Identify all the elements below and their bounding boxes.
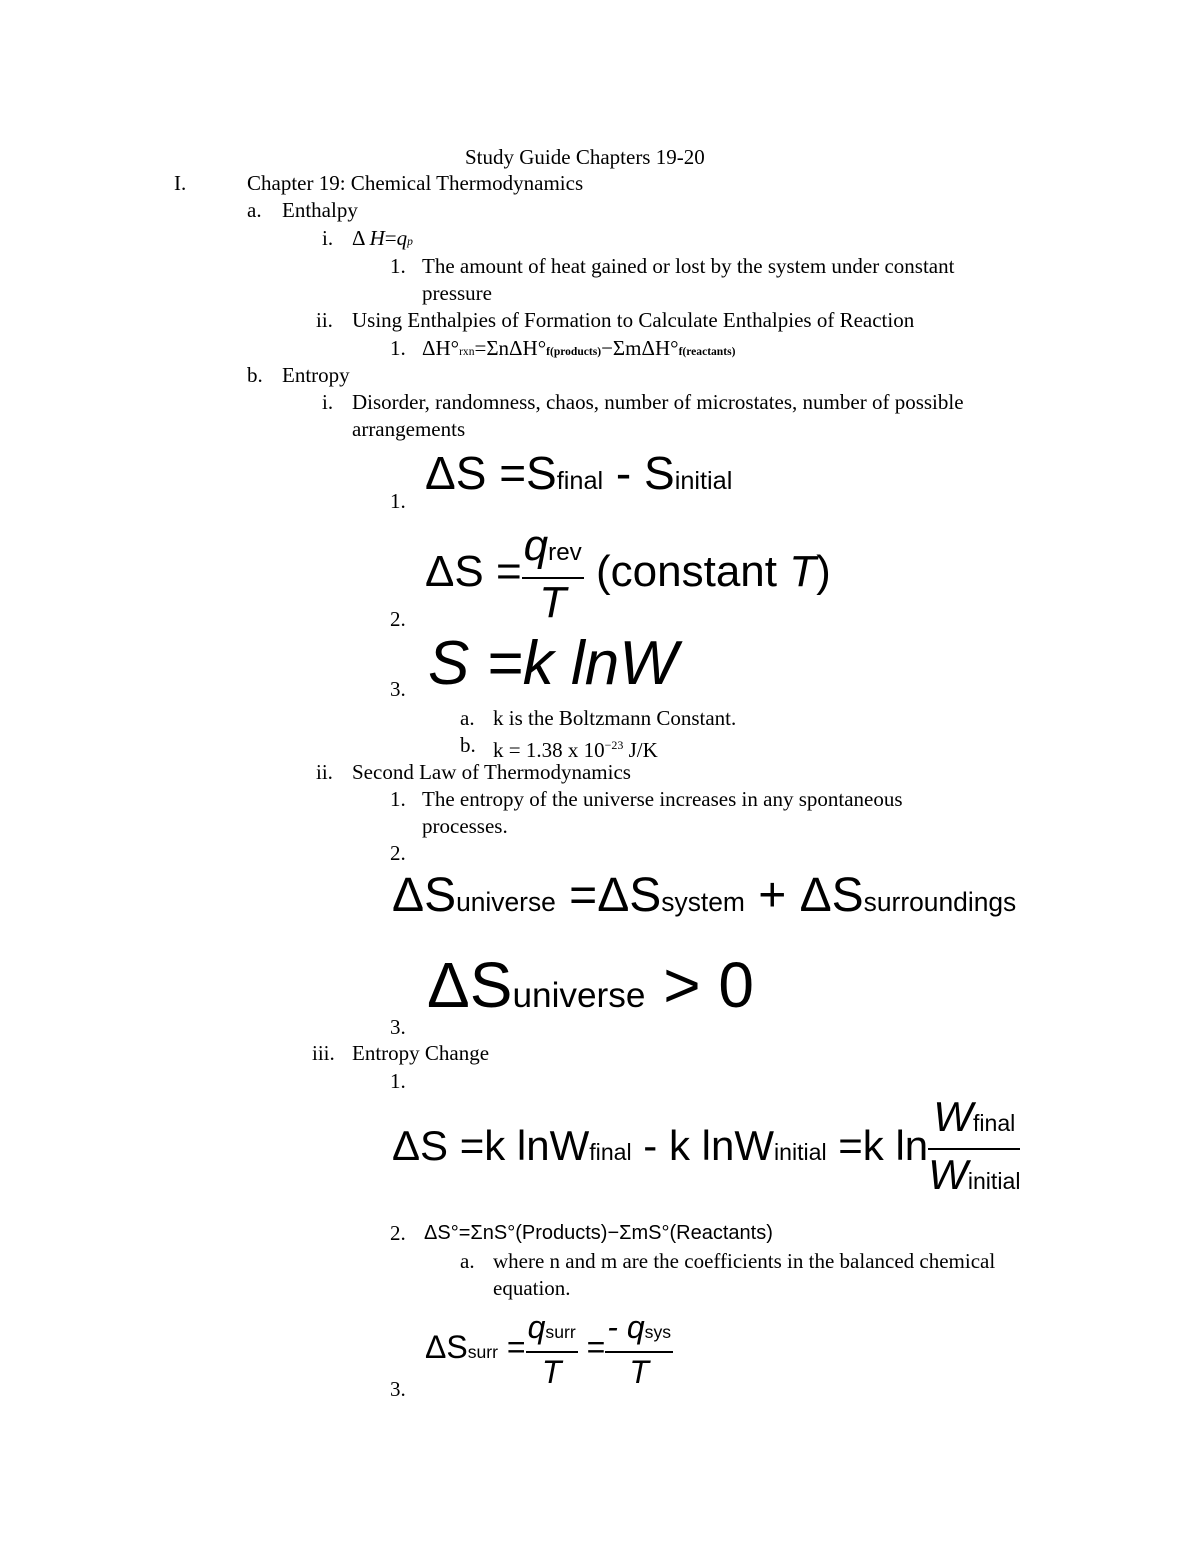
entropy-eq1-marker: 1. [390,489,406,513]
entropy-change-1-marker: 1. [390,1069,406,1093]
enthalpy-ii1-marker: 1. [390,336,406,360]
second-law-1-marker: 1. [390,787,406,811]
enthalpy-i1-marker: 1. [390,254,406,278]
entropy-marker: b. [247,363,263,387]
second-law-3-marker: 3. [390,1015,406,1039]
entropy-i-marker: i. [322,390,334,414]
second-law-2-marker: 2. [390,841,406,865]
second-law-statement-line2: processes. [422,814,508,838]
enthalpy-i-marker: i. [322,226,334,250]
enthalpy-reaction-equation: ΔH°rxn=ΣnΔH°f(products)−ΣmΔH°f(reactants) [422,336,736,360]
universe-entropy-equation: ΔSuniverse =ΔSsystem + ΔSsurroundings [392,869,1017,922]
boltzmann-constant-note: k is the Boltzmann Constant. [493,706,737,730]
second-law-statement-line1: The entropy of the universe increases in any spontaneous [422,787,903,811]
boltzmann-equation: S =k lnW [428,629,678,698]
entropy-eq2-marker: 2. [390,607,406,631]
standard-entropy-equation: ΔS°=ΣnS°(Products)−ΣmS°(Reactants) [424,1222,773,1244]
enthalpy-marker: a. [247,198,262,222]
enthalpy-definition-line2: pressure [422,281,492,305]
entropy-heading: Entropy [282,363,350,387]
entropy-heat-equation: ΔS = $\frac{\text{qrev}}{T}$ (constant T) [425,521,831,627]
entropy-change-equation: ΔS =Sfinal - Sinitial [425,447,733,499]
enthalpy-heading: Enthalpy [282,198,358,222]
coefficients-note-line2: equation. [493,1276,571,1300]
enthalpy-definition-line1: The amount of heat gained or lost by the system under constant [422,254,955,278]
microstate-entropy-equation: ΔS =k lnWfinal - k lnWinitial =k ln $\frac{\text{Wfinal}}{\text{Winitial}}$ [392,1093,1021,1198]
boltzmann-constant-value: k = 1.38 x $10^{-23}$ J/K [493,738,658,762]
second-law-heading: Second Law of Thermodynamics [352,760,631,784]
page-title: Study Guide Chapters 19-20 [465,145,705,169]
boltzmann-a-marker: a. [460,706,475,730]
second-law-marker: ii. [316,760,333,784]
coefficients-note-line1: where n and m are the coefficients in the balanced chemical [493,1249,996,1273]
surroundings-entropy-equation: ΔSsurr = $\frac{\text{qsurr}}{T}$ = $\frac{\text{- qsys}}{T}$ [425,1309,672,1390]
entropy-definition-line1: Disorder, randomness, chaos, number of microstates, number of possible [352,390,964,414]
enthalpy-equation: Δ H=qp [352,226,413,250]
entropy-eq3-marker: 3. [390,677,406,701]
section-marker: I. [174,171,187,195]
boltzmann-b-marker: b. [460,733,476,757]
entropy-change-heading: Entropy Change [352,1041,490,1065]
entropy-change-2-marker: 2. [390,1221,406,1245]
entropy-change-3-marker: 3. [390,1377,406,1401]
enthalpy-ii-marker: ii. [316,308,333,332]
universe-entropy-positive: ΔSuniverse > 0 [427,949,754,1021]
enthalpy-formation-heading: Using Enthalpies of Formation to Calculate Enthalpies of Reaction [352,308,915,332]
entropy-definition-line2: arrangements [352,417,466,441]
entropy-change-marker: iii. [312,1041,335,1065]
coefficients-note-marker: a. [460,1249,475,1273]
section-heading: Chapter 19: Chemical Thermodynamics [247,171,584,195]
